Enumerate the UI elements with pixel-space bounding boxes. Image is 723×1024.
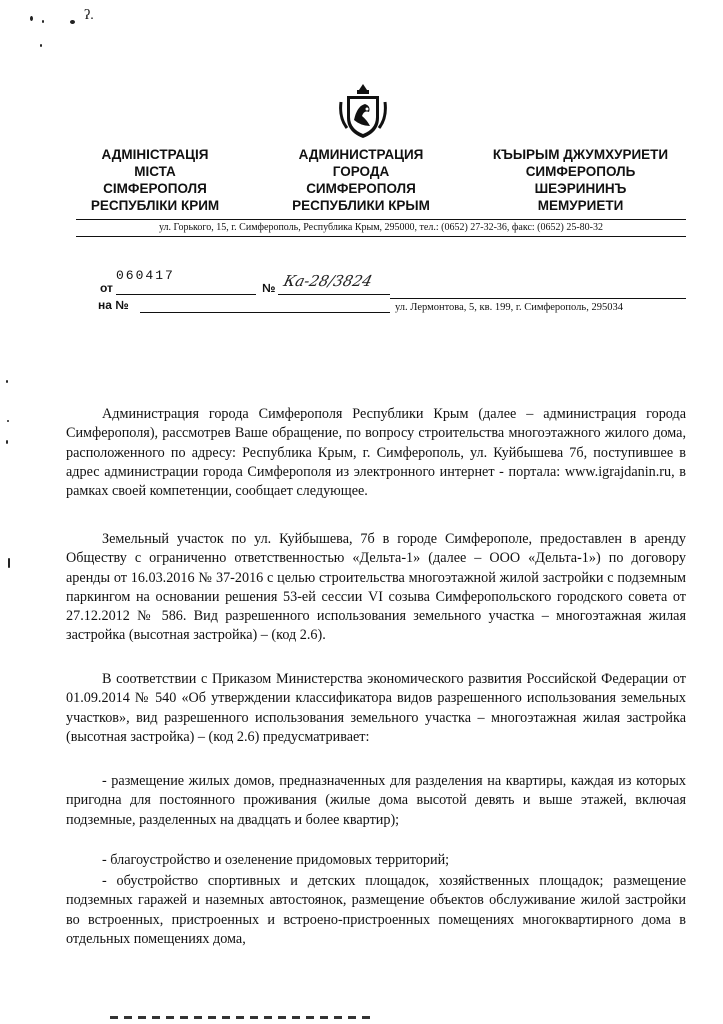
header-crimean-tatar-line: ШЕЭРИНИНЪ [534, 181, 627, 196]
bottom-scan-artifact [110, 1016, 370, 1019]
paragraph-text: В соответствии с Приказом Министерства экономического развития Российской Федерации от 01.09.2014 № 540 «Об утверждении классификатора видов разрешенного использования земельных участков», вид разрешенного использования земельного участка – многоэтажная жилая застройка (высотная застройка) – (код 2.6) предусматривает: [66, 671, 686, 745]
paragraph-text: Земельный участок по ул. Куйбышева, 7б в городе Симферополе, предоставлен в аренду Обществу с ограниченно ответственностью «Дельта-1» (далее – ООО «Дельта-1») по договору аренды от 16.03.2016 № 37-2016 с целью строительства многоэтажной жилой застройки с подземным паркингом на основании решения 53-ей сессии VI созыва Симферопольского городского совета от 27.12.2012 № 586. Вид разрешенного использования земельного участка – многоэтажная жилая застройка (высотная застройка) – (код 2.6). [66, 531, 686, 644]
date-value: 060417 [116, 268, 175, 283]
body-paragraph [66, 851, 686, 870]
header-rule-top [76, 219, 686, 220]
header-crimean-tatar [478, 146, 683, 214]
recipient-address: ул. Лермонтова, 5, кв. 199, г. Симферополь, 295034 [395, 302, 623, 313]
on-number-underline [140, 312, 390, 313]
header-rule-bottom [76, 236, 686, 237]
header-ukrainian-line: РЕСПУБЛІКИ КРИМ [90, 198, 220, 213]
header-crimean-tatar-line: КЪЫРЫМ ДЖУМХУРИЕТИ [492, 147, 669, 162]
body-paragraph [66, 872, 686, 949]
number-label: № [262, 281, 276, 295]
recipient-rule [390, 298, 686, 299]
body-paragraph [66, 405, 686, 501]
header-crimean-tatar-line: МЕМУРИЕТИ [537, 198, 624, 213]
date-label: от [100, 281, 113, 295]
number-underline [278, 294, 390, 295]
header-ukrainian-line: СІМФЕРОПОЛЯ [103, 181, 207, 196]
header-russian [276, 146, 446, 214]
header-russian-line: АДМИНИСТРАЦИЯ [298, 147, 424, 162]
header-ukrainian [70, 146, 240, 214]
registration-number-handwritten: Ка-28/3824 [281, 272, 375, 290]
header-russian-line: ГОРОДА [332, 164, 390, 179]
header-russian-line: РЕСПУБЛИКИ КРЫМ [292, 198, 430, 213]
margin-scan-specks [4, 380, 12, 580]
body-paragraph [66, 772, 686, 830]
paragraph-text: - благоустройство и озеленение придомовых территорий; [102, 852, 450, 868]
paragraph-text: - обустройство спортивных и детских площадок, хозяйственных площадок; размещение подземных гаражей и наземных автостоянок, размещение объектов обслуживание жилой застройки во встроенных, пристроенных и встроено-пристроенных помещениях многоквартирного дома в отдельных помещениях дома, [66, 873, 686, 947]
date-underline [116, 294, 256, 295]
scan-marks: ʔ. [28, 8, 108, 48]
organization-address: ул. Горького, 15, г. Симферополь, Республика Крым, 295000, тел.: (0652) 27-32-36, факс: (0652) 25-80-32 [158, 222, 603, 233]
body-paragraph [66, 530, 686, 646]
header-ukrainian-line: АДМІНІСТРАЦІЯ [101, 147, 209, 162]
paragraph-text: Администрация города Симферополя Республики Крым (далее – администрация города Симферополя), рассмотрев Ваше обращение, по вопросу строительства многоэтажного жилого дома, расположенного по адресу: Республика Крым, г. Симферополь, ул. Куйбышева 7б, поступившее в адрес администрации города Симферополя из электронного интернет - портала: www.igrajdanin.ru, в рамках своей компетенции, сообщает следующее. [66, 406, 686, 500]
on-number-label: на № [98, 298, 129, 312]
header-ukrainian-line: МІСТА [134, 164, 176, 179]
header-russian-line: СИМФЕРОПОЛЯ [306, 181, 416, 196]
coat-of-arms-emblem [337, 82, 389, 140]
header-crimean-tatar-line: СИМФЕРОПОЛЬ [525, 164, 636, 179]
body-paragraph [66, 670, 686, 747]
paragraph-text: - размещение жилых домов, предназначенных для разделения на квартиры, каждая из которых пригодна для постоянного проживания (жилые дома высотой девять и выше этажей, включая подземные, разделенных на двадцать и более квартир); [66, 773, 686, 828]
